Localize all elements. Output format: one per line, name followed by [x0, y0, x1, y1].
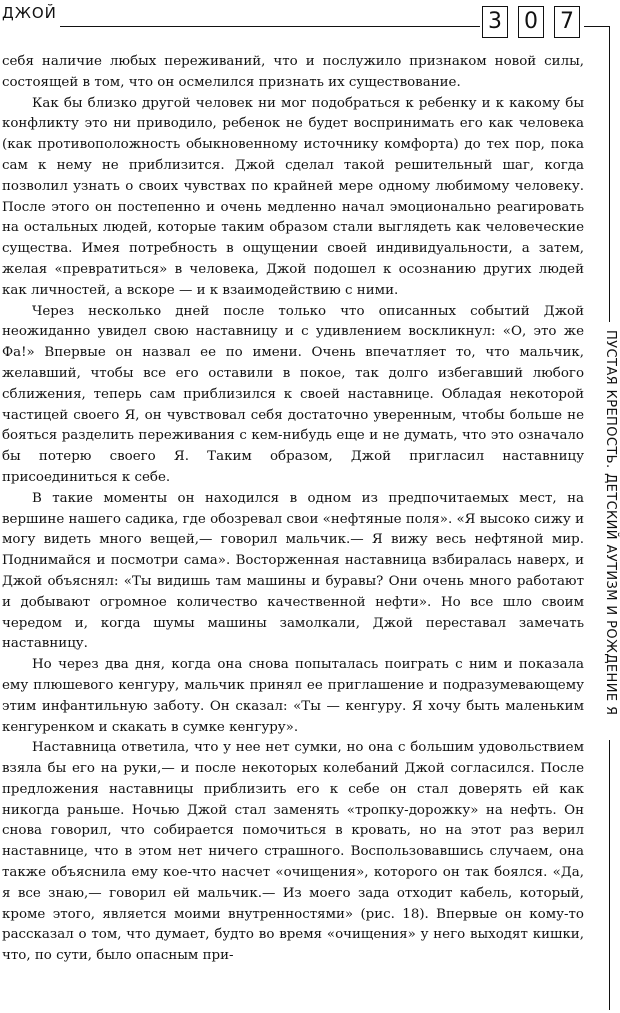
header-rule-left — [60, 26, 480, 27]
paragraph-2: Как бы близко другой человек ни мог подобраться к ребенку и к какому бы конфликту это ни приводило, ребенок не будет воспринимать его как человека (как противоположность обыкновенному источнику комфорта) до тех пор, пока сам к нему не приблизится. Джой сделал такой решительный шаг, когда позволил узнать о своих чувствах по крайней мере одному любимому человеку. После этого он постепенно и очень медленно начал эмоционально реагировать на остальных людей, которые таким образом стали выглядеть как человеческие существа. Имея потребность в ощущении своей индивидуальности, а затем, желая «превратиться» в человека, Джой подошел к осознанию других людей как личностей, а вскоре — и к взаимодействию с ними. — [2, 95, 584, 298]
paragraph-4: В такие моменты он находился в одном из предпочитаемых мест, на вершине нашего садика, где обозревал свои «нефтяные поля». «Я высоко сижу и могу видеть много вещей,— говорил мальчик.— Я вижу весь нефтяной мир. Поднимайся и посмотри сама». Восторженная наставница взбиралась наверх, и Джой объяснял: «Ты видишь там машины и буравы? Они очень много работают и добывают огромное количество качественной нефти». Но все шло своим чередом и, когда шумы машины замолкали, Джой переставал замечать наставницу. — [2, 490, 584, 652]
page-number-digit-3: 7 — [554, 6, 580, 38]
header-rule-right — [584, 26, 610, 27]
side-book-title — [604, 330, 616, 990]
page-number-digit-2: 0 — [518, 6, 544, 38]
running-title: ДЖОЙ — [2, 4, 57, 22]
side-rule-bottom — [609, 740, 610, 1010]
paragraph-6: Наставница ответила, что у нее нет сумки, но она с большим удовольствием взяла бы его на руки,— и после некоторых колебаний Джой согласился. После предложения наставницы приблизить его к себе он стал доверять ей как никогда раньше. Ночью Джой стал заменять «тропку-дорожку» на нефть. Он снова говорил, что собирается помочиться в кровать, но на этот раз верил наставнице, что в этом нет ничего страшного. Воспользовавшись случаем, она также объяснила ему кое-что насчет «очищения», которого он так боялся. «Да, я все знаю,— говорил ей мальчик.— Из моего зада отходит кабель, который, кроме этого, является моими внутренностями» (рис. 18). Впервые он кому-то рассказал о том, что думает, будто во время «очищения» у него выходят кишки, что, по сути, было опасным при- — [2, 740, 584, 964]
paragraph-5: Но через два дня, когда она снова попыталась поиграть с ним и показала ему плюшевого кенгуру, мальчик принял ее приглашение и подразумевающему этим инфантильную заботу. Он сказал: «Ты — кенгуру. Я хочу быть маленьким кенгуренком и скакать в сумке кенгуру». — [2, 657, 584, 735]
page-body-text — [2, 52, 584, 967]
side-book-title-text: ПУСТАЯ КРЕПОСТЬ. ДЕТСКИЙ АУТИЗМ И РОЖДЕНИЕ Я — [603, 330, 618, 716]
paragraph-3: Через несколько дней после только что описанных событий Джой неожиданно увидел свою наставницу и с удивлением воскликнул: «О, это же Фа!» Впервые он назвал ее по имени. Очень впечатляет то, что мальчик, желавший, чтобы все его оставили в покое, так долго избегавший любого сближения, теперь сам приблизился к своей наставнице. Обладая некоторой частицей своего Я, он чувствовал себя достаточно уверенным, чтобы больше не бояться разделить переживания с кем-нибудь еще и не думать, что это означало бы потерю своего Я. Таким образом, Джой пригласил наставницу присоединиться к себе. — [2, 303, 584, 485]
side-rule-top — [609, 26, 610, 322]
paragraph-1: себя наличие любых переживаний, что и послужило признаком новой силы, состоящей в том, что он осмелился признать их существование. — [2, 54, 584, 90]
page-number-digit-1: 3 — [482, 6, 508, 38]
